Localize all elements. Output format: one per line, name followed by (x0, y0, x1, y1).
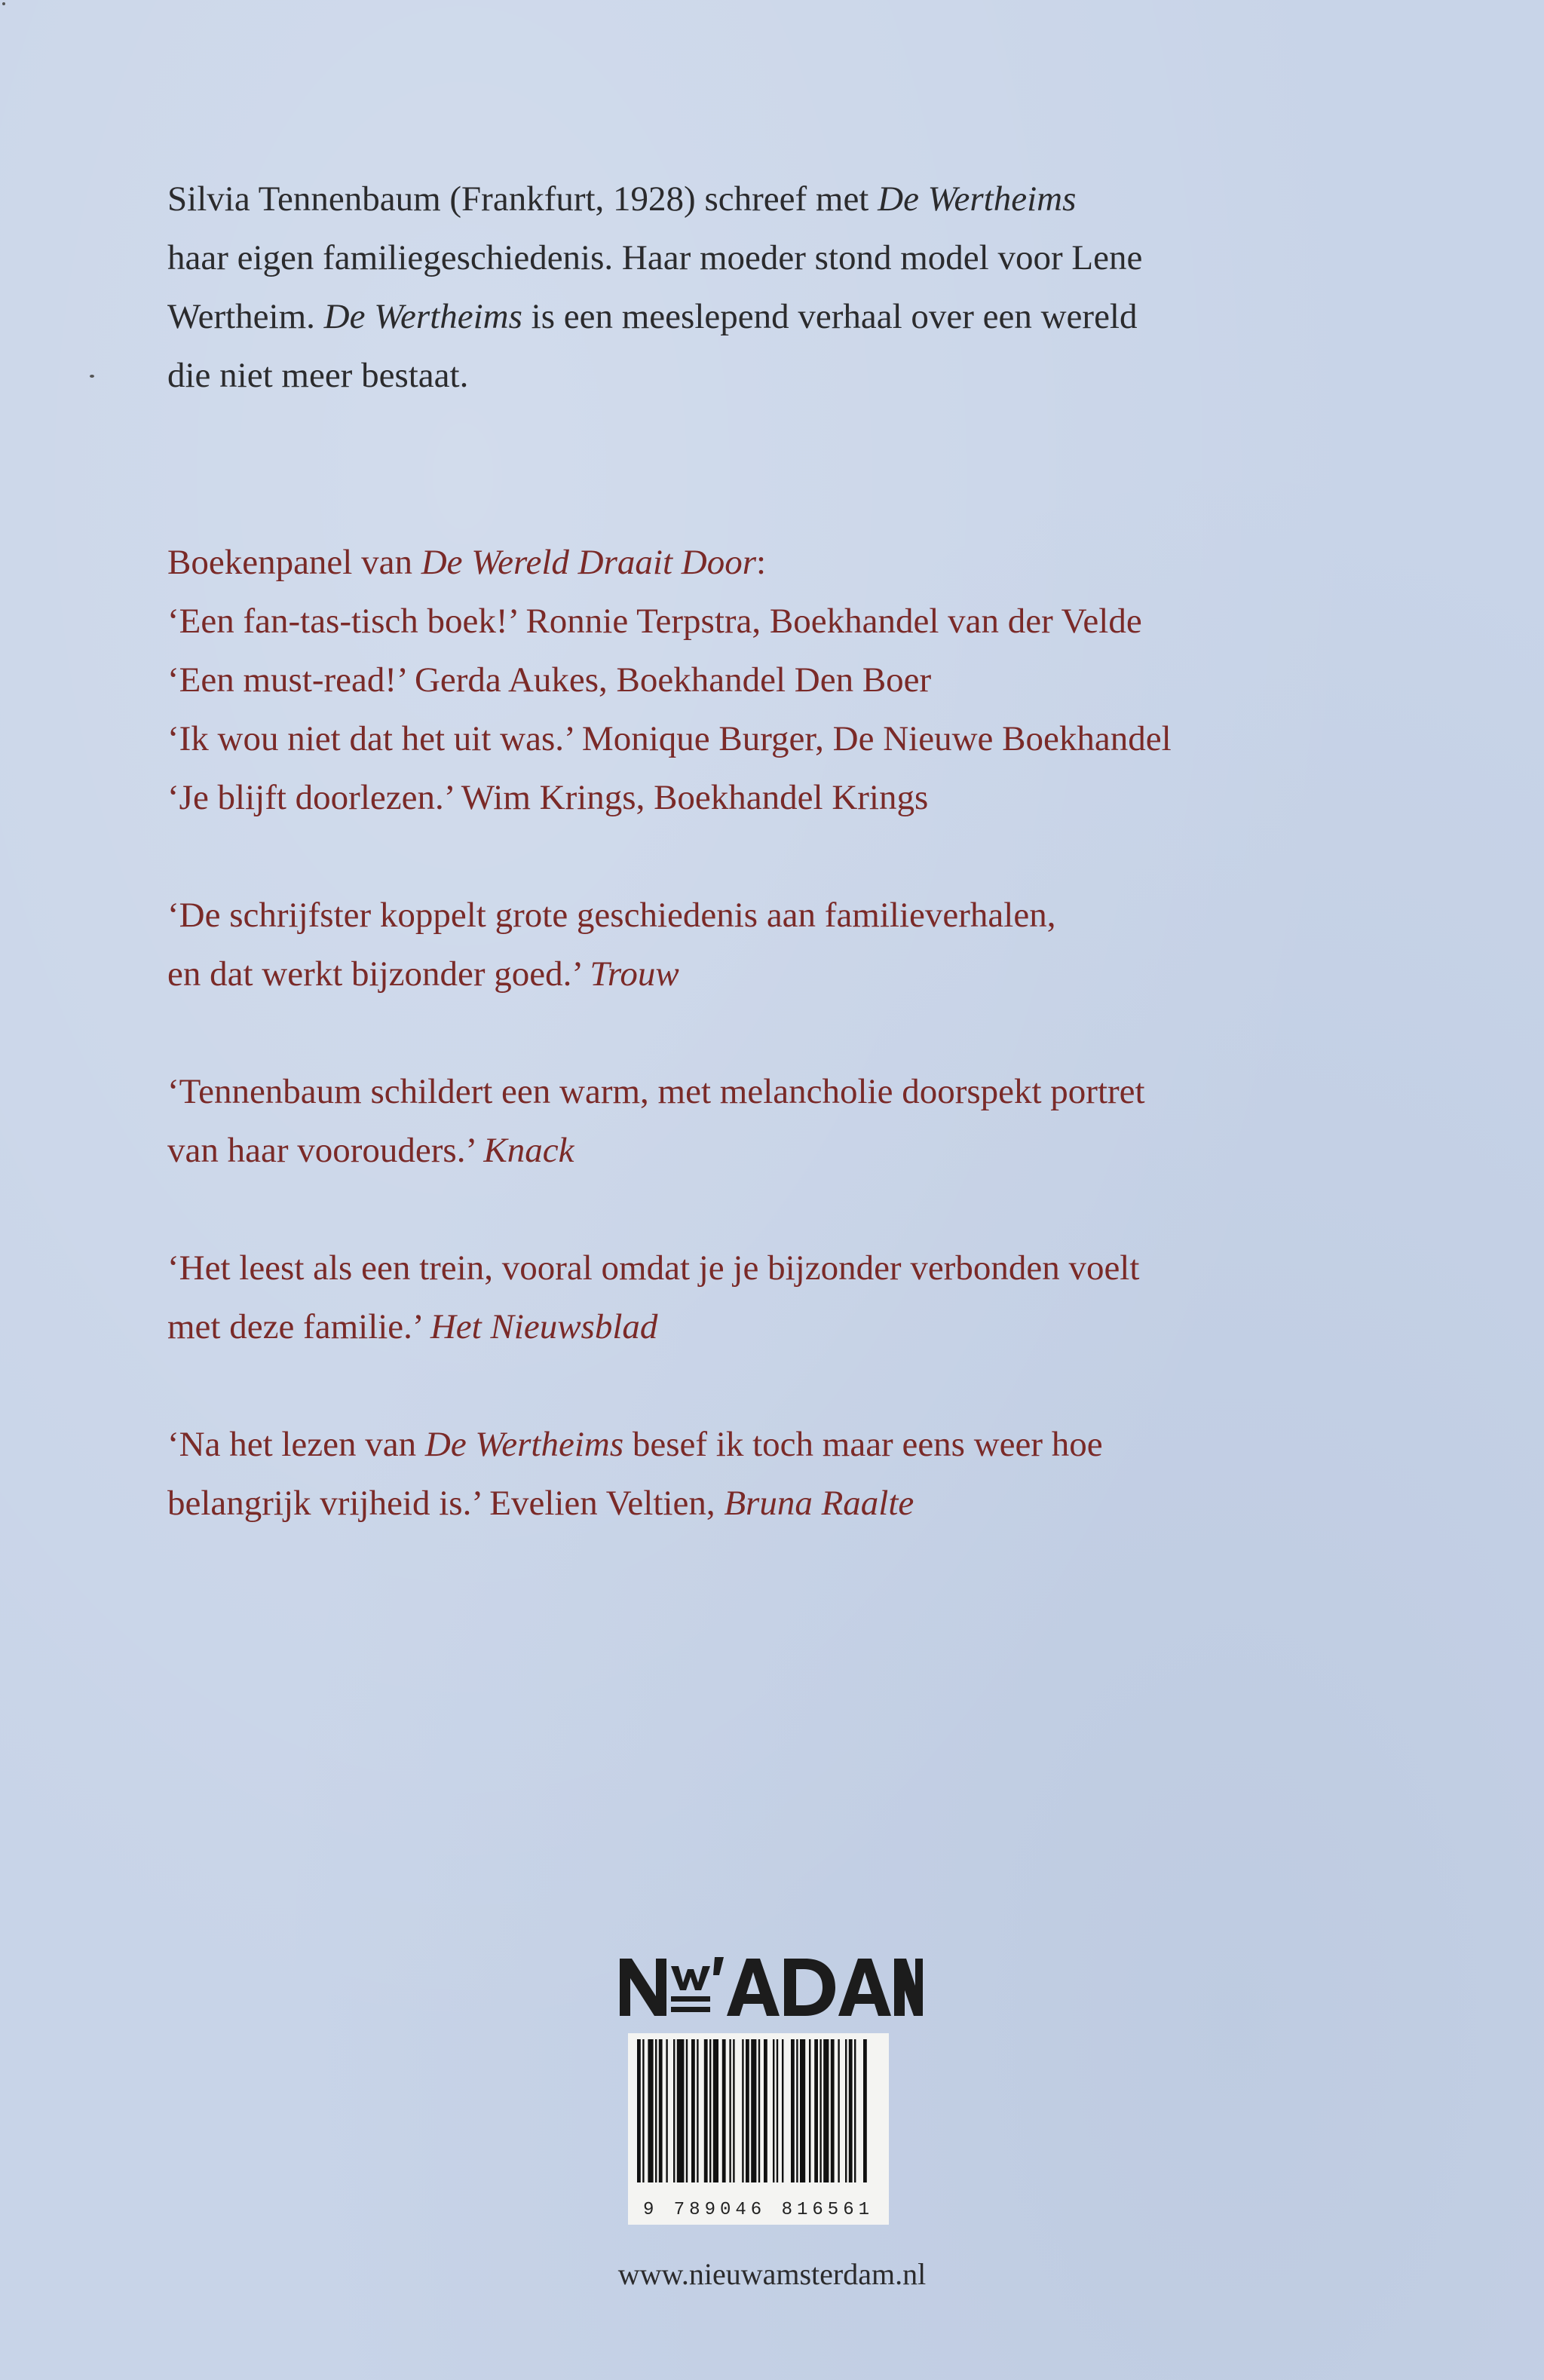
barcode-bar (722, 2039, 726, 2182)
barcode-bar (742, 2039, 743, 2182)
bio-line-4: die niet meer bestaat. (167, 356, 469, 395)
barcode-bar (648, 2039, 653, 2182)
barcode-bar (746, 2039, 749, 2182)
barcode-bar (849, 2039, 853, 2182)
review-source: Trouw (590, 954, 679, 994)
barcode-bar (709, 2039, 711, 2182)
book-title: De Wertheims (323, 297, 522, 336)
barcode-bar (863, 2039, 867, 2182)
review-source: Het Nieuwsblad (430, 1307, 658, 1346)
book-panel-quotes (167, 533, 1464, 827)
barcode-bar (819, 2039, 821, 2182)
barcode-bar (729, 2039, 731, 2182)
barcode-bar (691, 2039, 695, 2182)
author-bio (167, 170, 1464, 405)
bio-line-1: Silvia Tennenbaum (Frankfurt, 1928) schreef met De Wertheims (167, 179, 1077, 219)
barcode-bar (655, 2039, 657, 2182)
barcode-bar (773, 2039, 774, 2182)
barcode-bar (823, 2039, 829, 2182)
barcode-bar (796, 2039, 798, 2182)
barcode-bar (854, 2039, 856, 2182)
panel-intro: Boekenpanel van De Wereld Draait Door: (167, 543, 767, 582)
barcode-bar (713, 2039, 718, 2182)
book-title: De Wertheims (424, 1425, 624, 1464)
barcode-bar (733, 2039, 734, 2182)
barcode-bar (764, 2039, 767, 2182)
publisher-website: www.nieuwamsterdam.nl (617, 2257, 927, 2291)
barcode-bar (791, 2039, 795, 2182)
barcode-bar (677, 2039, 685, 2182)
barcode-bar (838, 2039, 839, 2182)
barcode-bar (782, 2039, 783, 2182)
barcode-bar (814, 2039, 818, 2182)
isbn-barcode (628, 2033, 889, 2225)
publisher-logo-mark (617, 1953, 926, 2020)
barcode-bar (686, 2039, 688, 2182)
cover-text (167, 170, 1464, 1533)
barcode-bar (777, 2039, 778, 2182)
barcode-bar (666, 2039, 667, 2182)
barcode-bar (697, 2039, 698, 2182)
barcode-bar (642, 2039, 644, 2182)
barcode-bar (845, 2039, 847, 2182)
review-source: Knack (483, 1131, 574, 1170)
review-quote-bruna: ‘Na het lezen van De Wertheims besef ik toch maar eens weer hoe belangrijk vrijheid is.’ Evelien Veltien, Bruna Raalte (167, 1425, 1103, 1523)
bio-line-2: haar eigen familiegeschiedenis. Haar moeder stond model voor Lene (167, 238, 1143, 277)
review-quote-knack: ‘Tennenbaum schildert een warm, met melancholie doorspekt portret van haar voorouders.’ Knack (167, 1072, 1145, 1170)
barcode-bar (800, 2039, 805, 2182)
book-title: De Wertheims (878, 179, 1077, 219)
panel-quote: ‘Je blijft doorlezen.’ Wim Krings, Boekhandel Krings (167, 778, 929, 817)
barcode-bar (704, 2039, 708, 2182)
review-quote-trouw: ‘De schrijfster koppelt grote geschiedenis aan familieverhalen, en dat werkt bijzonder goed.’ Trouw (167, 896, 1056, 994)
barcode-bar (659, 2039, 663, 2182)
barcode-bar (758, 2039, 760, 2182)
review-source: Bruna Raalte (724, 1484, 914, 1523)
panel-quote: ‘Ik wou niet dat het uit was.’ Monique Burger, De Nieuwe Boekhandel (167, 719, 1172, 758)
publisher-logo (617, 1953, 926, 2020)
isbn-digits: 9 789046 816561 (642, 2200, 875, 2220)
panel-quote: ‘Een fan-tas-tisch boek!’ Ronnie Terpstra, Boekhandel van der Velde (167, 602, 1142, 641)
bio-line-3: Wertheim. De Wertheims is een meeslepend verhaal over een wereld (167, 297, 1138, 336)
panel-quote: ‘Een must-read!’ Gerda Aukes, Boekhandel Den Boer (167, 660, 932, 700)
barcode-bar (751, 2039, 756, 2182)
show-title: De Wereld Draait Door (421, 543, 757, 582)
barcode-bar (673, 2039, 675, 2182)
barcode-bars (634, 2039, 883, 2182)
review-quote-nieuwsblad: ‘Het leest als een trein, vooral omdat je je bijzonder verbonden voelt met deze familie.’ Het Nieuwsblad (167, 1248, 1140, 1346)
barcode-bar (637, 2039, 641, 2182)
barcode-bar (831, 2039, 835, 2182)
barcode-bar (809, 2039, 810, 2182)
